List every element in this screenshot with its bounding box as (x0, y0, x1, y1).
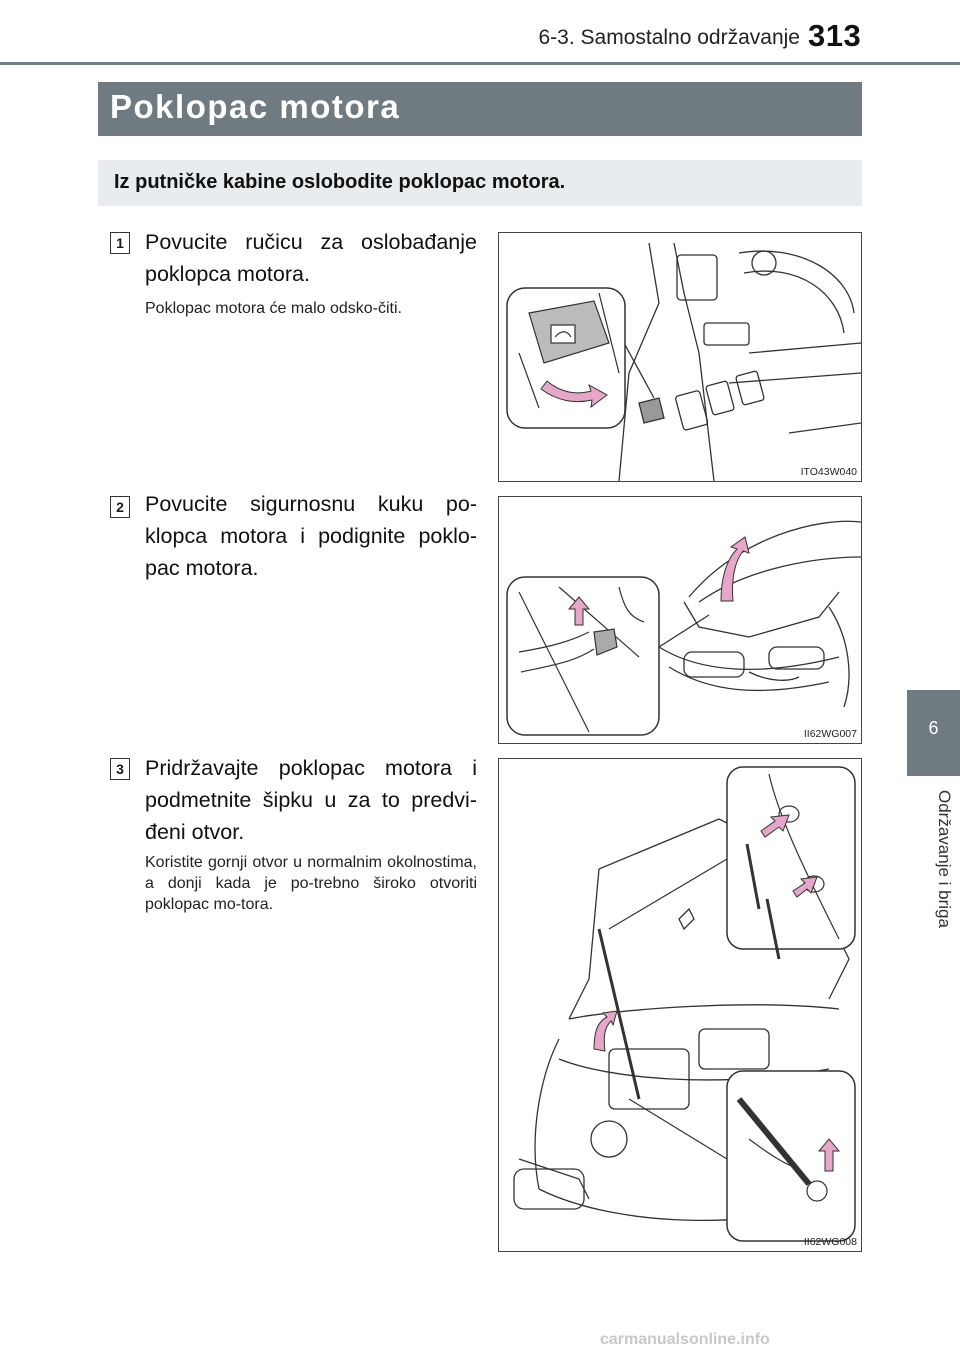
page-number: 313 (808, 18, 862, 53)
step-1-note: Poklopac motora će malo odsko-čiti. (145, 300, 402, 317)
figure-code: II62WG008 (803, 1236, 857, 1248)
figure-code: II62WG007 (803, 728, 857, 740)
step-1-text: Povucite ručicu za oslobađanje poklopca motora. (145, 230, 477, 286)
header-rule (0, 62, 960, 65)
page-title: Poklopac motora (110, 88, 401, 125)
subtitle: Iz putničke kabine oslobodite poklopac motora. (114, 171, 566, 193)
support-rod-illustration (499, 759, 861, 1251)
figure-hood-safety-catch (498, 496, 862, 744)
subtitle-band (98, 160, 862, 206)
step-3-note: Koristite gornji otvor u normalnim okolnostima, a donji kada je po-trebno široko otvoriti poklopac mo-tora. (145, 854, 477, 913)
step-2-text: Povucite sigurnosnu kuku po-klopca motora i podignite poklo-pac motora. (145, 492, 477, 580)
figure-code: ITO43W040 (800, 466, 857, 478)
chapter-tab[interactable]: 6 (907, 690, 960, 776)
section-title: 6-3. Samostalno održavanje (538, 26, 800, 49)
step-3-number: 3 (110, 758, 130, 780)
step-1-number: 1 (110, 232, 130, 254)
chapter-label: Održavanje i briga (935, 790, 954, 928)
figure-hood-release-lever (498, 232, 862, 482)
safety-catch-illustration (499, 497, 861, 743)
step-2-number: 2 (110, 496, 130, 518)
figure-hood-support-rod (498, 758, 862, 1252)
watermark: carmanualsonline.info (600, 1331, 770, 1348)
step-3-text: Pridržavajte poklopac motora i podmetnite šipku u za to predvi-đeni otvor. (145, 756, 477, 844)
hood-release-illustration (499, 233, 861, 481)
title-band (98, 82, 862, 136)
